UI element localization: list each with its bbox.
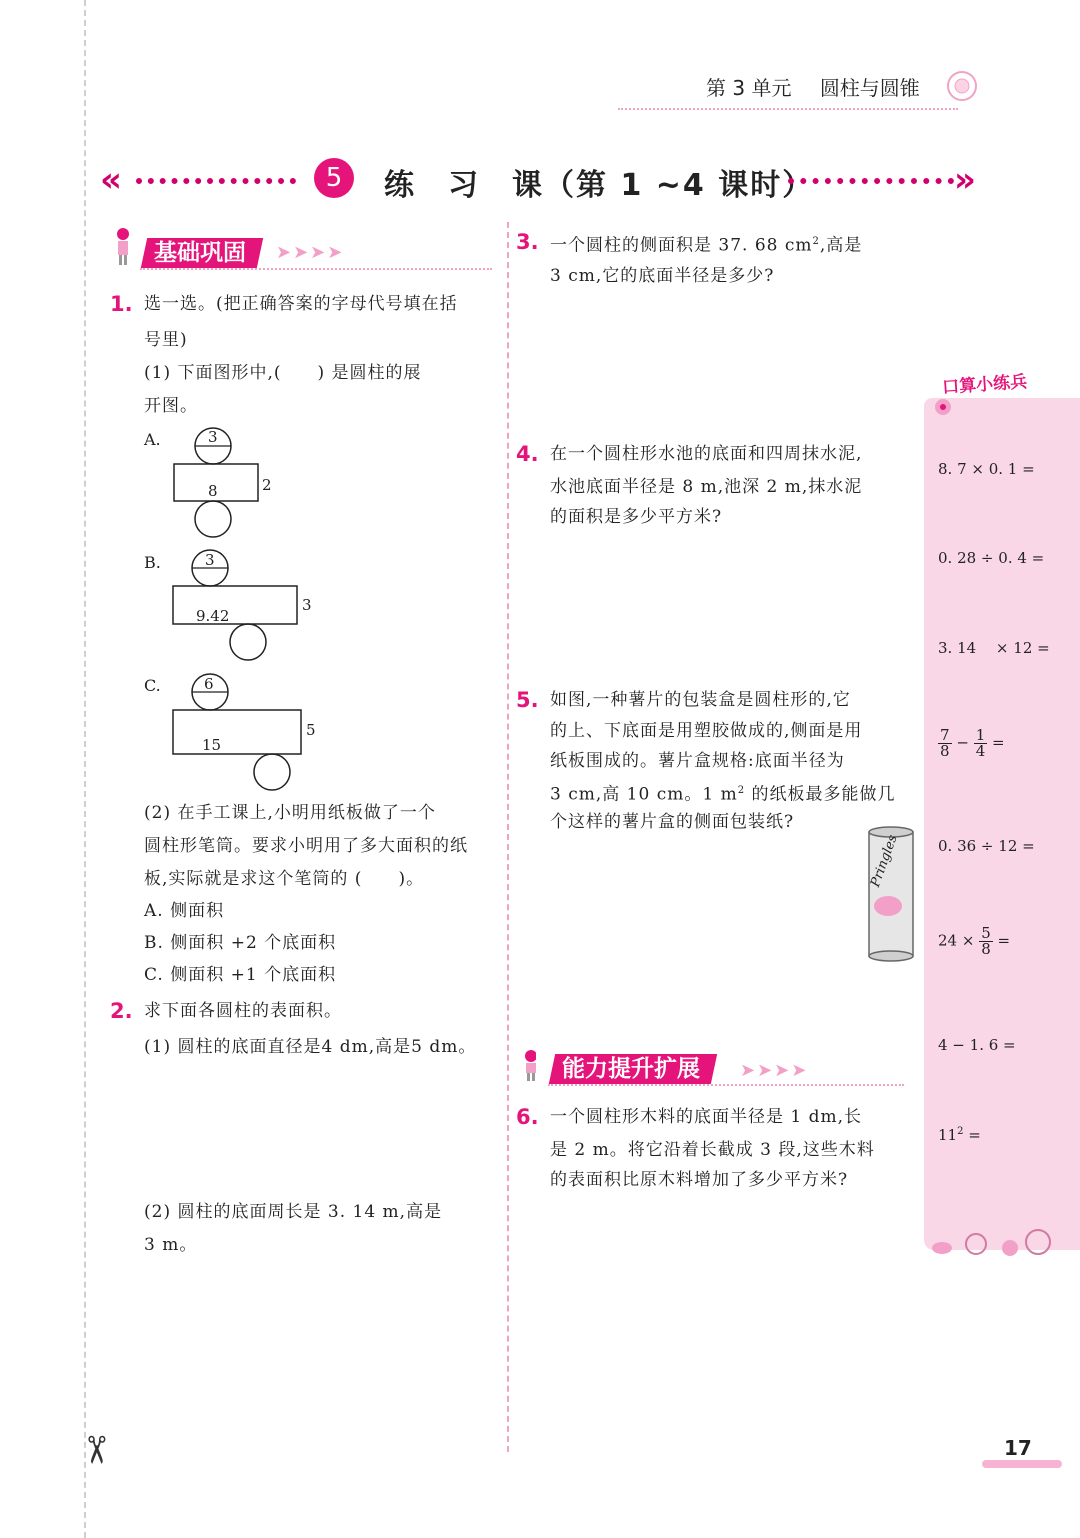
q6-line2: 是 2 m。将它沿着长截成 3 段,这些木料 (550, 1140, 875, 1160)
section-banner-advanced (549, 1054, 717, 1084)
calc-item-7: 4 − 1. 6 = (938, 1036, 1016, 1054)
q4-line1: 在一个圆柱形水池的底面和四周抹水泥, (550, 444, 863, 464)
q1-choice-c: C. 侧面积 +1 个底面积 (144, 965, 337, 985)
double-chevron-right-icon: » (954, 160, 976, 200)
candy-deco-icon (930, 1226, 1058, 1264)
option-b-letter: B. (144, 553, 161, 572)
page-number: 17 (1004, 1436, 1032, 1460)
q5-line5: 个这样的薯片盒的侧面包装纸? (550, 812, 795, 832)
question-2-number: 2. (110, 999, 133, 1023)
calc-item-4: $\frac{7}{8}$ − $\frac{1}{4}$ = (940, 726, 1005, 760)
question-6-number: 6. (516, 1105, 539, 1129)
q2-part1: (1) 圆柱的底面直径是4 dm,高是5 dm。 (144, 1037, 477, 1057)
unit-number: 第 3 单元 (706, 76, 792, 100)
question-3-number: 3. (516, 230, 539, 254)
arrows-icon: ➤➤➤➤ (276, 242, 345, 263)
option-b-width-label: 9.42 (196, 607, 230, 625)
title-dots-left (136, 178, 296, 184)
fraction-7-8: $\frac{7}{8}$ (940, 726, 950, 760)
option-a-height-label: 2 (262, 476, 272, 494)
q5-line3: 纸板围成的。薯片盒规格:底面半径为 (550, 751, 845, 771)
option-b-net-diagram (170, 548, 304, 664)
unit-header (706, 72, 942, 101)
q4-line2: 水池底面半径是 8 m,池深 2 m,抹水泥 (550, 477, 863, 497)
chip-can-brand: Pringles (868, 832, 901, 890)
q1-part2-line2: 圆柱形笔筒。要求小明用了多大面积的纸 (144, 836, 468, 856)
fraction-1-4: $\frac{1}{4}$ (975, 726, 986, 760)
q2-text: 求下面各圆柱的表面积。 (144, 1001, 342, 1021)
option-c-width-label: 15 (202, 736, 222, 754)
option-c-height-label: 5 (306, 721, 316, 739)
q1-part2-line1: (2) 在手工课上,小明用纸板做了一个 (144, 803, 436, 823)
q1-text-line1: 选一选。(把正确答案的字母代号填在括 (144, 294, 458, 314)
option-c-radius-label: 6 (204, 675, 214, 693)
q6-line3: 的表面积比原木料增加了多少平方米? (550, 1170, 849, 1190)
lesson-title: 练 习 课（第 1 ~4 课时） (384, 168, 815, 203)
title-dots-right (788, 178, 954, 184)
calc-item-6: 24 × $\frac{5}{8}$ = (938, 924, 1011, 958)
q3-line1: 一个圆柱的侧面积是 37. 68 $cm^2$,高是 (550, 235, 863, 256)
q3-line2: 3 cm,它的底面半径是多少? (550, 266, 775, 286)
lesson-number-badge: 5 (314, 158, 354, 198)
option-c-net-diagram (170, 672, 310, 792)
fraction-5-8: $\frac{5}{8}$ (981, 924, 991, 958)
calc-item-3: 3. 14 × 12 = (938, 639, 1050, 657)
q4-line3: 的面积是多少平方米? (550, 507, 723, 527)
q1-part2-line3: 板,实际就是求这个笔筒的 ( )。 (144, 869, 425, 889)
q2-part2-line2: 3 m。 (144, 1235, 198, 1255)
calc-item-5: 0. 36 ÷ 12 = (938, 837, 1035, 855)
option-a-radius-label: 3 (208, 428, 218, 446)
column-divider (507, 222, 509, 1452)
question-1-number: 1. (110, 292, 133, 316)
q5-line2: 的上、下底面是用塑胶做成的,侧面是用 (550, 721, 863, 741)
q5-line4: 3 cm,高 10 cm。1 $m^2$ 的纸板最多能做几 (550, 784, 896, 805)
question-5-number: 5. (516, 688, 539, 712)
calc-item-2: 0. 28 ÷ 0. 4 = (938, 549, 1045, 567)
header-underline (618, 98, 958, 110)
option-c-letter: C. (144, 676, 161, 695)
option-a-width-label: 8 (208, 482, 218, 500)
girl-figure-icon (114, 226, 130, 266)
page-number-bar (982, 1460, 1062, 1468)
section-line-advanced (548, 1084, 904, 1086)
section-title-basic: 基础巩固 (154, 240, 246, 266)
q1-part1-line1: (1) 下面图形中,( ) 是圆柱的展 (144, 363, 422, 383)
section-title-advanced: 能力提升扩展 (562, 1056, 700, 1082)
mental-math-title: 口算小练兵 (941, 372, 1028, 398)
double-chevron-left-icon: « (100, 160, 122, 200)
cut-line (84, 0, 86, 1538)
unit-title: 圆柱与圆锥 (819, 76, 920, 100)
option-b-radius-label: 3 (205, 551, 215, 569)
q1-choice-a: A. 侧面积 (144, 901, 225, 921)
calc-item-8: $11^2$ = (938, 1126, 981, 1144)
calc-item-1: 8. 7 × 0. 1 = (938, 460, 1035, 478)
q1-part1-line2: 开图。 (144, 396, 198, 416)
q1-choice-b: B. 侧面积 +2 个底面积 (144, 933, 337, 953)
option-b-height-label: 3 (302, 596, 312, 614)
q5-line1: 如图,一种薯片的包装盒是圆柱形的,它 (550, 690, 851, 710)
option-a-letter: A. (144, 430, 161, 449)
lesson-title-row (100, 158, 980, 204)
arrows-icon: ➤➤➤➤ (740, 1060, 809, 1081)
question-4-number: 4. (516, 442, 539, 466)
q2-part2-line1: (2) 圆柱的底面周长是 3. 14 m,高是 (144, 1202, 443, 1222)
scissors-icon: ✂ (73, 1434, 118, 1466)
section-banner-basic (141, 238, 263, 268)
section-line-basic (140, 268, 492, 270)
girl-figure-icon (520, 1048, 536, 1088)
q6-line1: 一个圆柱形木料的底面半径是 1 dm,长 (550, 1107, 863, 1127)
mental-math-panel (924, 398, 1080, 1250)
q1-text-line2: 号里) (144, 330, 188, 350)
